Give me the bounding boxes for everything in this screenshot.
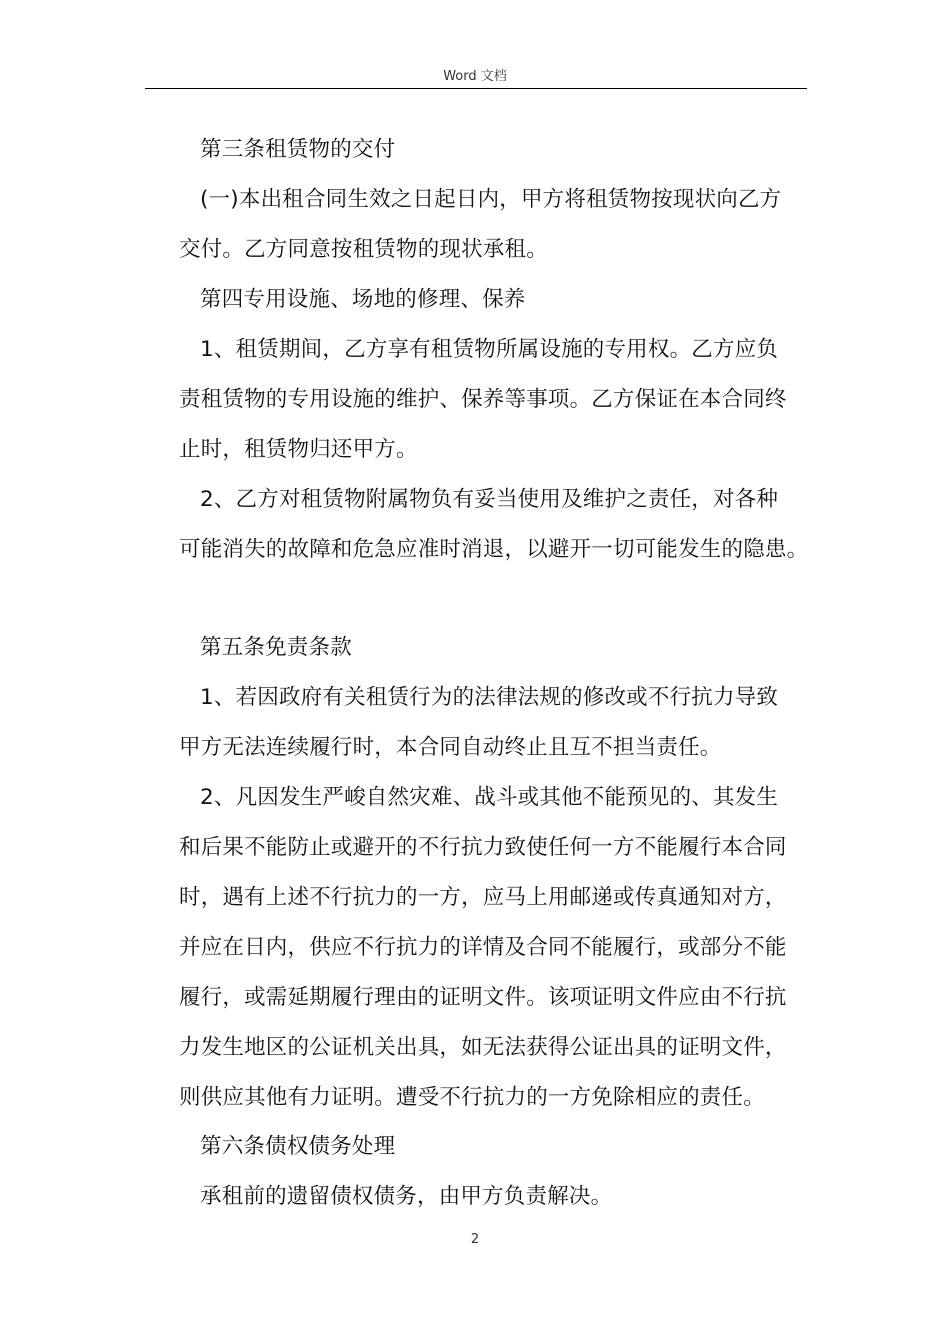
paragraph-line: 可能消失的故障和危急应准时消退，以避开一切可能发生的隐患。	[179, 537, 809, 562]
paragraph-line: 1、租赁期间，乙方享有租赁物所属设施的专用权。乙方应负	[200, 337, 779, 362]
paragraph-line: 1、若因政府有关租赁行为的法律法规的修改或不行抗力导致	[200, 685, 779, 710]
paragraph-line: 履行，或需延期履行理由的证明文件。该项证明文件应由不行抗	[179, 985, 787, 1010]
paragraph-line: 2、凡因发生严峻自然灾难、战斗或其他不能预见的、其发生	[200, 785, 779, 810]
page-number: 2	[470, 1232, 480, 1247]
article-5-heading: 第五条免责条款	[200, 635, 352, 660]
paragraph-line: 甲方无法连续履行时，本合同自动终止且互不担当责任。	[179, 735, 722, 760]
article-4-heading: 第四专用设施、场地的修理、保养	[200, 287, 526, 312]
paragraph-line: 承租前的遗留债权债务，由甲方负责解决。	[200, 1184, 613, 1209]
paragraph-line: 2、乙方对租赁物附属物负有妥当使用及维护之责任，对各种	[200, 487, 779, 512]
paragraph-line: 交付。乙方同意按租赁物的现状承租。	[179, 237, 548, 262]
paragraph-line: 和后果不能防止或避开的不行抗力致使任何一方不能履行本合同	[179, 835, 787, 860]
header-divider	[145, 88, 807, 89]
paragraph-line: 力发生地区的公证机关出具，如无法获得公证出具的证明文件，	[179, 1035, 787, 1060]
page-header: Word 文档	[443, 69, 507, 84]
paragraph-line: 则供应其他有力证明。遭受不行抗力的一方免除相应的责任。	[179, 1085, 765, 1110]
paragraph-line: 时，遇有上述不行抗力的一方，应马上用邮递或传真通知对方，	[179, 885, 787, 910]
paragraph-line: (一)本出租合同生效之日起日内，甲方将租赁物按现状向乙方	[200, 187, 782, 212]
paragraph-line: 责租赁物的专用设施的维护、保养等事项。乙方保证在本合同终	[179, 387, 787, 412]
article-6-heading: 第六条债权债务处理	[200, 1134, 396, 1159]
paragraph-line: 止时，租赁物归还甲方。	[179, 437, 418, 462]
article-3-heading: 第三条租赁物的交付	[200, 137, 396, 162]
paragraph-line: 并应在日内，供应不行抗力的详情及合同不能履行，或部分不能	[179, 935, 787, 960]
